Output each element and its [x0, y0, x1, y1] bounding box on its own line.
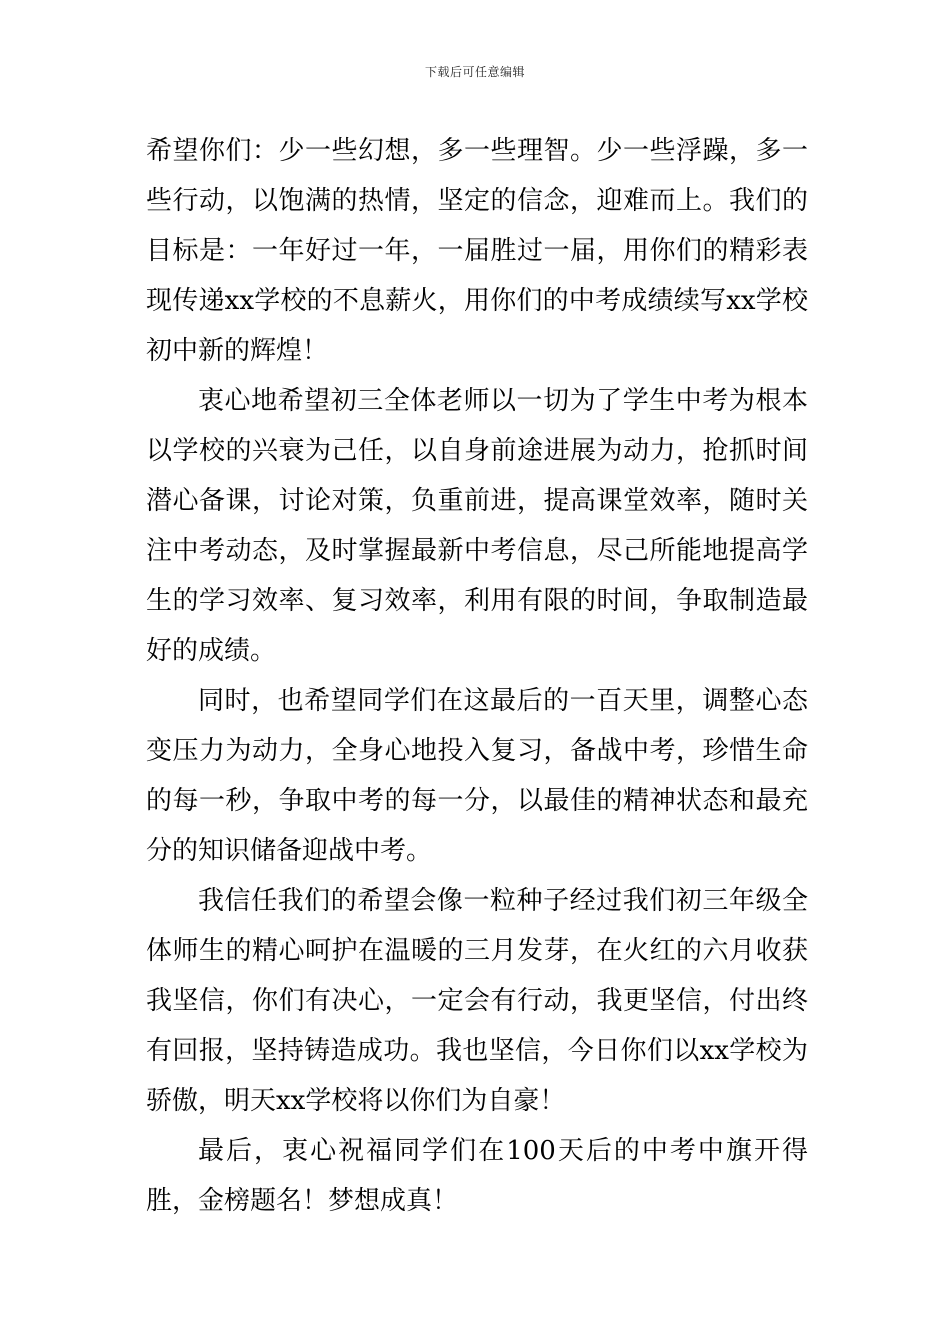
paragraph-4: 我信任我们的希望会像一粒种子经过我们初三年级全体师生的精心呵护在温暖的三月发芽，在火红的六月收获我坚信，你们有决心，一定会有行动，我更坚信，付出终有回报，坚持铸造成功。我也坚信，今日你们以xx学校为骄傲，明天xx学校将以你们为自豪！ [146, 886, 808, 1116]
document-body [146, 126, 808, 1226]
paragraph-3: 同时，也希望同学们在这最后的一百天里，调整心态变压力为动力，全身心地投入复习，备战中考，珍惜生命的每一秒，争取中考的每一分，以最佳的精神状态和最充分的知识储备迎战中考。 [146, 686, 808, 866]
paragraph-1: 希望你们：少一些幻想，多一些理智。少一些浮躁，多一些行动，以饱满的热情，坚定的信念，迎难而上。我们的目标是：一年好过一年，一届胜过一届，用你们的精彩表现传递xx学校的不息薪火，用你们的中考成绩续写xx学校初中新的辉煌！ [146, 136, 808, 366]
paragraph-2: 衷心地希望初三全体老师以一切为了学生中考为根本以学校的兴衰为己任，以自身前途进展为动力，抢抓时间潜心备课，讨论对策，负重前进，提高课堂效率，随时关注中考动态，及时掌握最新中考信息，尽己所能地提高学生的学习效率、复习效率，利用有限的时间，争取制造最好的成绩。 [146, 386, 808, 666]
paragraph-5: 最后，衷心祝福同学们在100天后的中考中旗开得胜，金榜题名！梦想成真！ [146, 1136, 808, 1216]
page-header-note: 下载后可任意编辑 [424, 65, 525, 79]
